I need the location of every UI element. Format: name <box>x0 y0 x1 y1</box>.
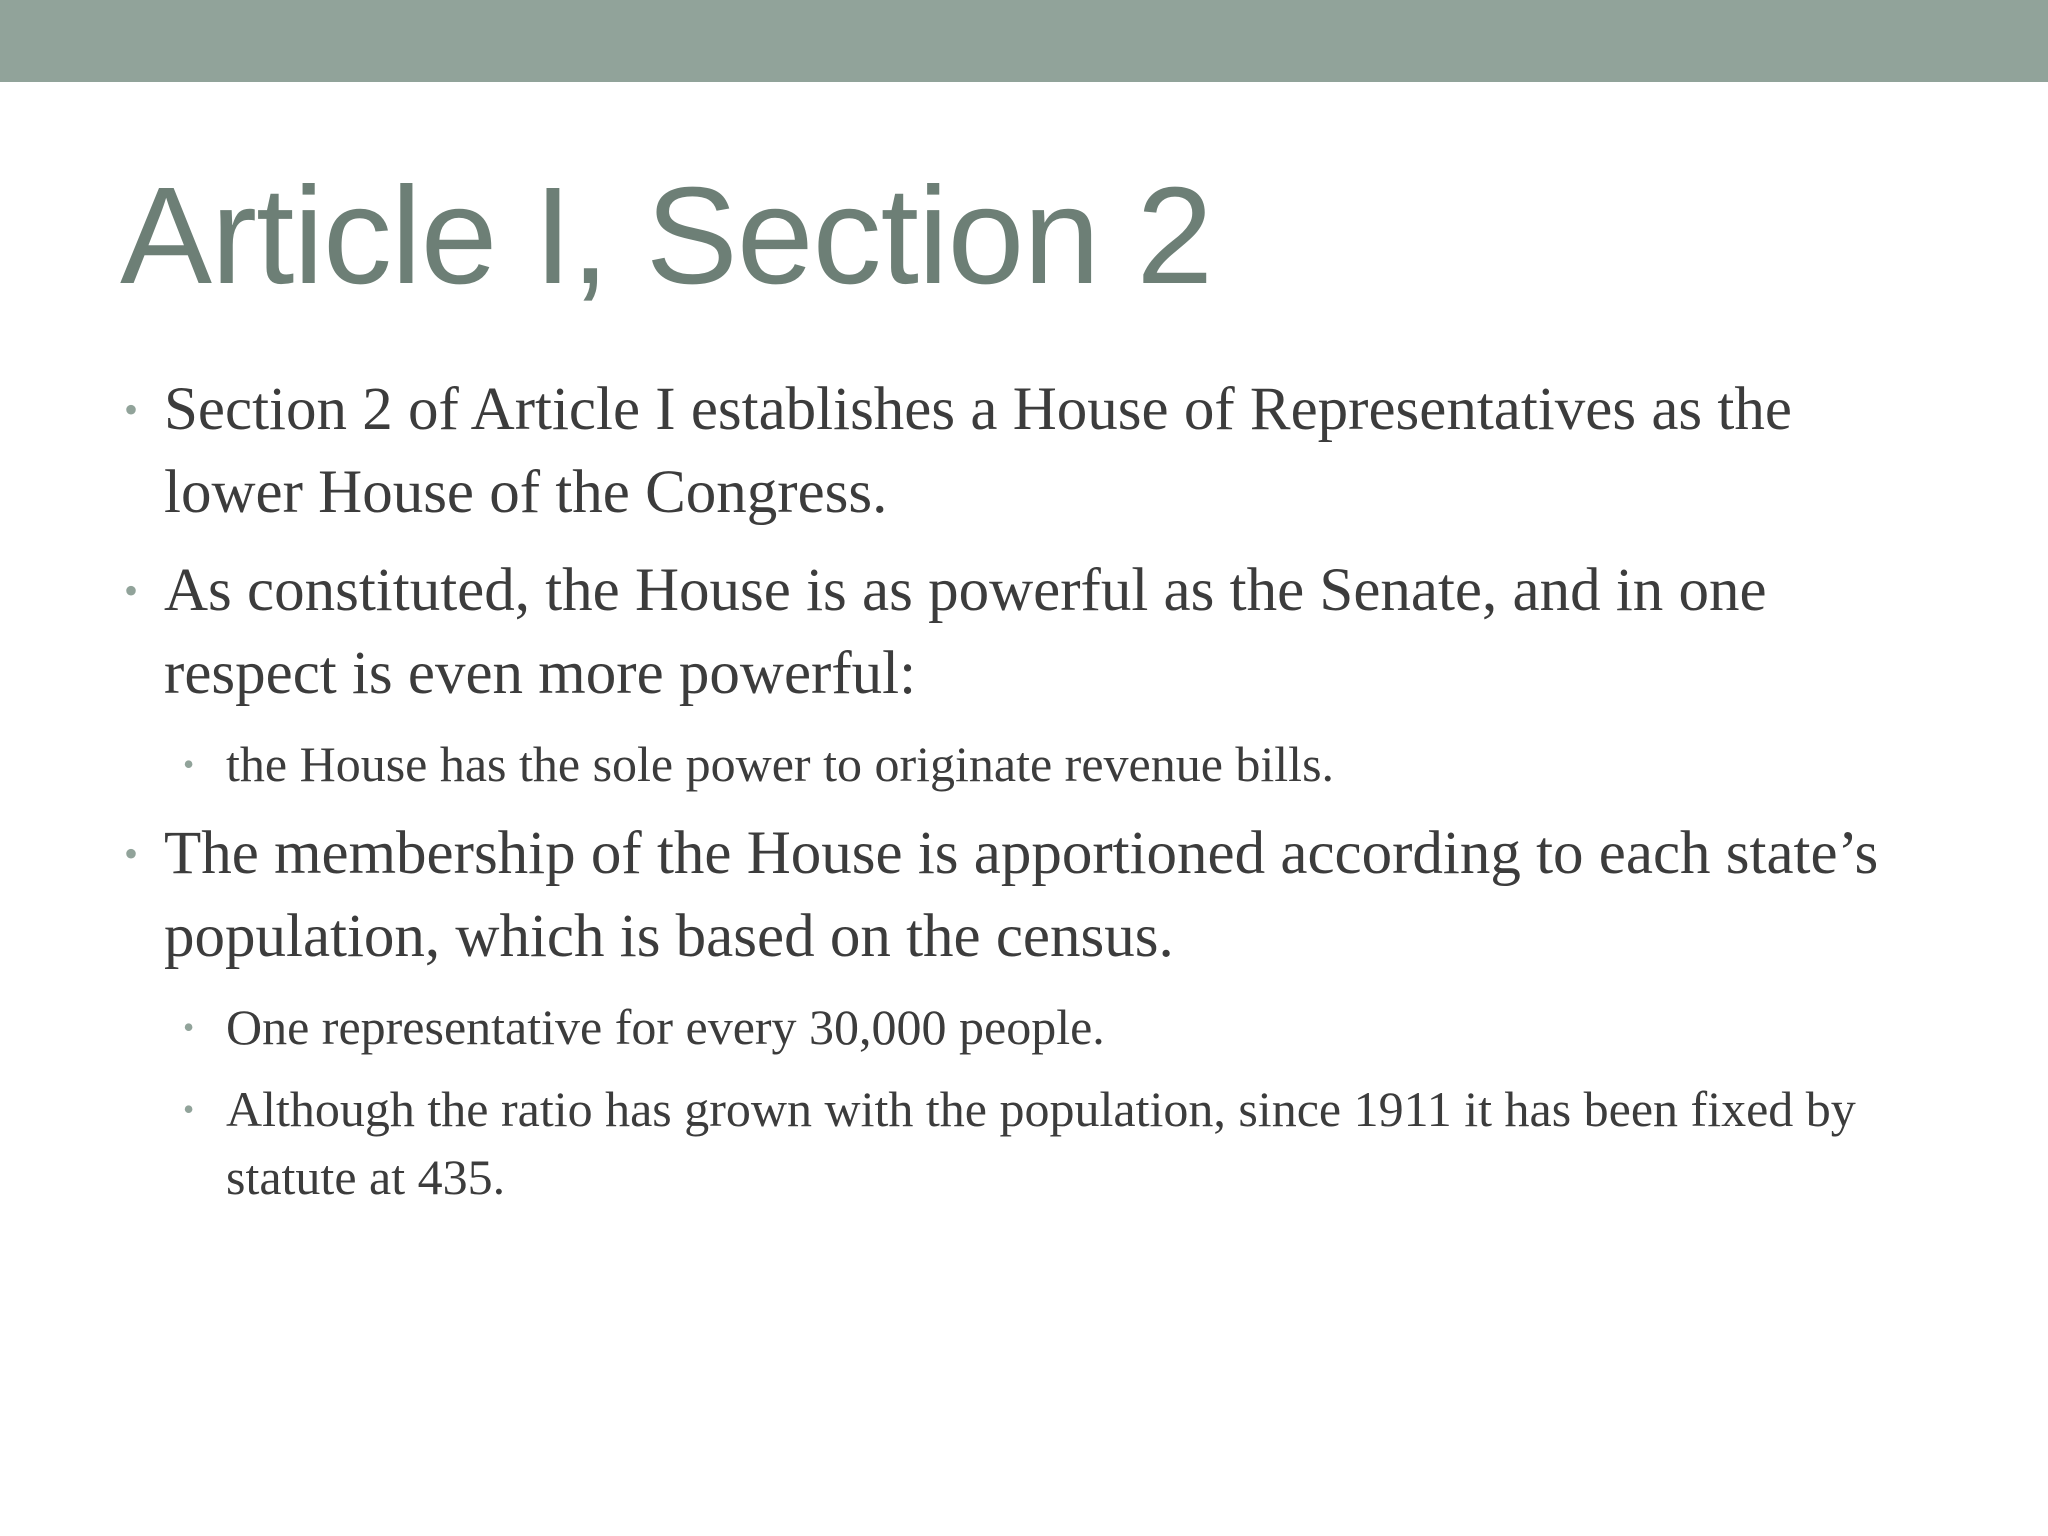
sub-bullet-text: One representative for every 30,000 people. <box>226 999 1105 1055</box>
sub-bullet-text: Although the ratio has grown with the population, since 1911 it has been fixed by statute at 435. <box>226 1081 1856 1205</box>
sub-bullet-icon: • <box>183 1009 195 1045</box>
sub-bullet-icon: • <box>183 746 195 782</box>
sub-bullet-item <box>120 993 1920 1061</box>
sub-bullet-item <box>120 1075 1920 1211</box>
sub-bullet-icon: • <box>183 1091 195 1127</box>
bullet-icon: • <box>124 568 139 613</box>
bullet-icon: • <box>124 831 139 876</box>
bullet-text: As constituted, the House is as powerful as the Senate, and in one respect is even more powerful: <box>164 557 1767 707</box>
slide-body <box>120 368 1920 1225</box>
slide-title: Article I, Section 2 <box>120 159 1213 313</box>
sub-bullet-text: the House has the sole power to originate revenue bills. <box>226 736 1335 792</box>
bullet-text: Section 2 of Article I establishes a House of Representatives as the lower House of the Congress. <box>164 376 1792 526</box>
bullet-text: The membership of the House is apportioned according to each state’s population, which is based on the census. <box>164 820 1879 970</box>
bullet-item <box>120 812 1920 978</box>
bullet-icon: • <box>124 387 139 432</box>
accent-bar <box>0 0 2048 82</box>
sub-bullet-item <box>120 730 1920 798</box>
bullet-item <box>120 549 1920 715</box>
bullet-item <box>120 368 1920 534</box>
